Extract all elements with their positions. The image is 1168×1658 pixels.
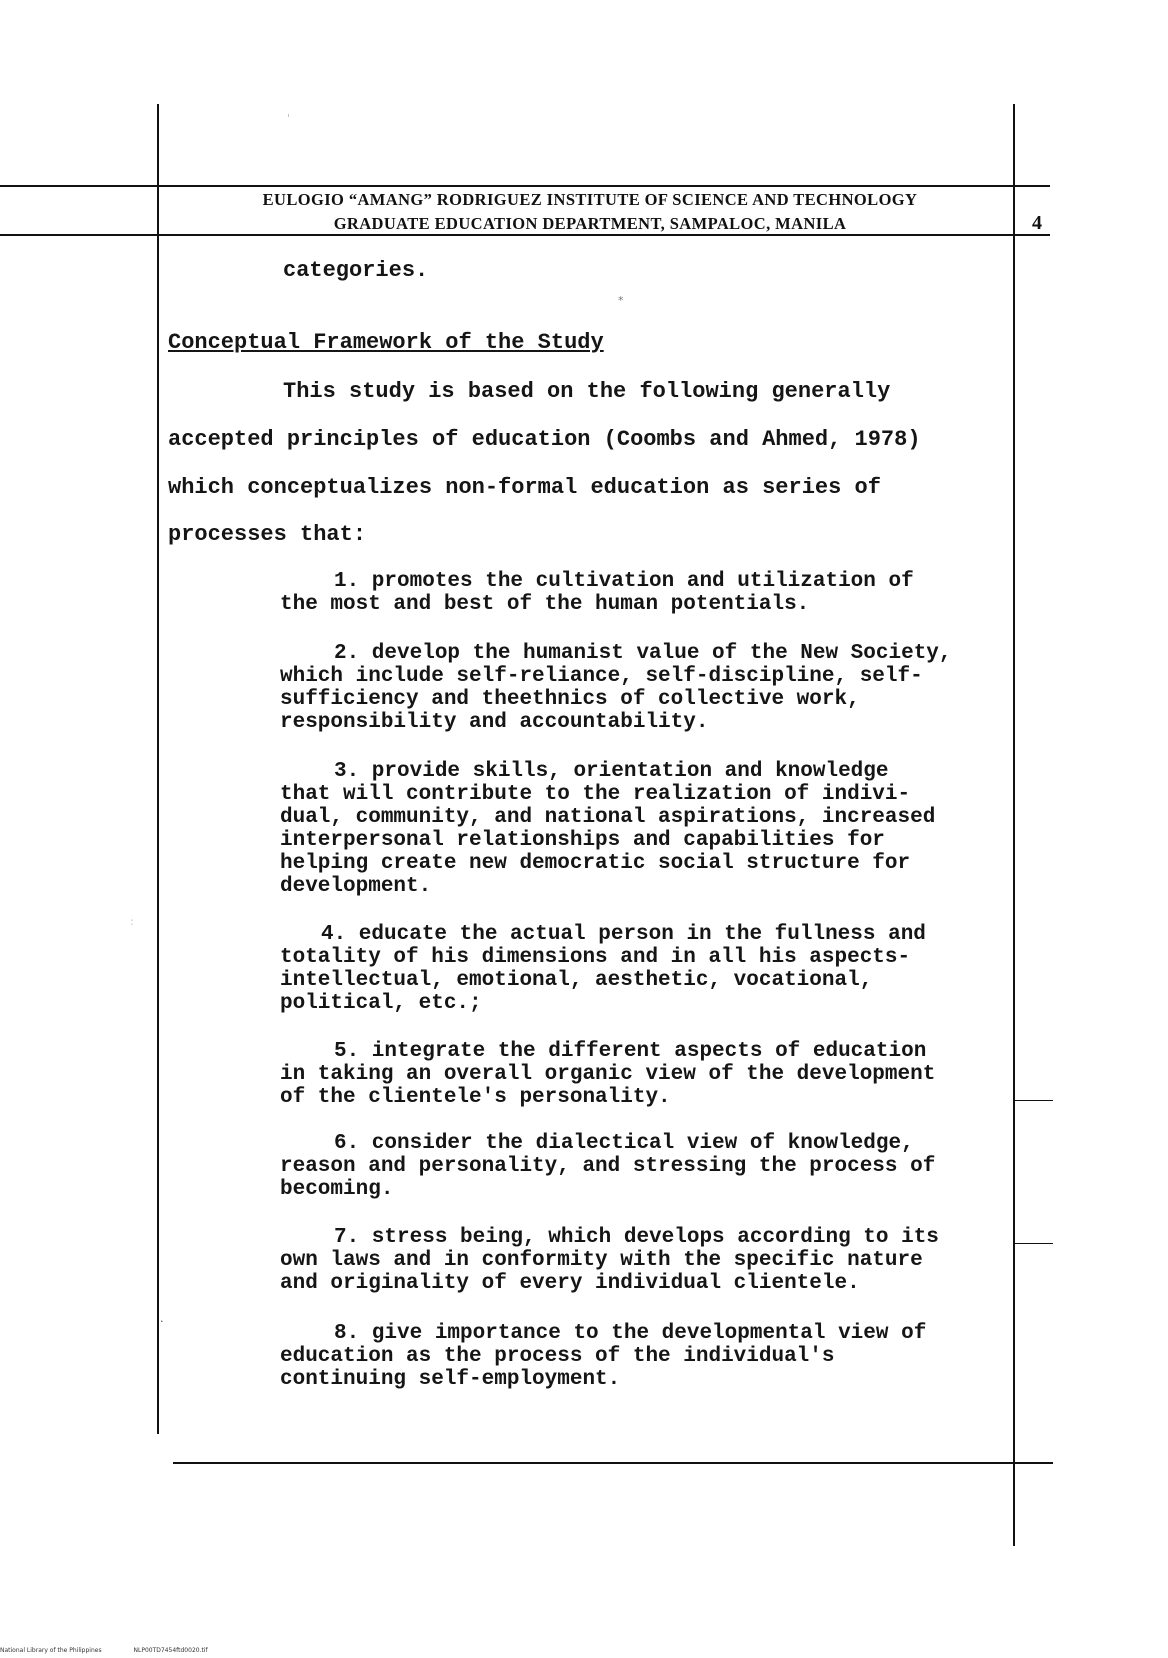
item-line: the most and best of the human potentials.: [280, 593, 810, 616]
item-line: of the clientele's personality.: [280, 1086, 671, 1109]
side-tick-1: [1013, 1100, 1053, 1101]
item-line: in taking an overall organic view of the development: [280, 1063, 936, 1086]
item-line: 7. stress being, which develops according to its: [334, 1226, 939, 1249]
item-line: 8. give importance to the developmental view of: [334, 1322, 927, 1345]
item-line: that will contribute to the realization of indivi-: [280, 783, 911, 806]
item-line: interpersonal relationships and capabilities for: [280, 829, 885, 852]
item-line: helping create new democratic social structure for: [280, 852, 911, 875]
item-line: responsibility and accountability.: [280, 711, 709, 734]
list-item-7: [280, 1226, 939, 1295]
item-line: and originality of every individual clientele.: [280, 1272, 860, 1295]
scan-speck: ': [287, 112, 291, 125]
item-line: which include self-reliance, self-discipline, self-: [280, 665, 923, 688]
item-line: dual, community, and national aspirations, increased: [280, 806, 936, 829]
intro-line-4: processes that:: [168, 522, 367, 547]
left-margin-rule: [157, 104, 159, 1434]
item-line: 1. promotes the cultivation and utilization of: [334, 570, 914, 593]
department-name: GRADUATE EDUCATION DEPARTMENT, SAMPALOC, MANILA: [333, 214, 847, 233]
continuation-word: categories.: [283, 258, 429, 283]
scan-speck: .: [160, 1312, 164, 1325]
scan-filename: NLP00TD7454ftd0020.tif: [133, 1647, 208, 1654]
scan-speck: :: [130, 915, 134, 928]
item-line: intellectual, emotional, aesthetic, vocational,: [280, 969, 873, 992]
scan-footer: [0, 1647, 238, 1654]
section-heading: Conceptual Framework of the Study: [168, 330, 604, 355]
intro-line-1: This study is based on the following generally: [283, 379, 891, 404]
item-line: 4. educate the actual person in the fullness and: [321, 923, 926, 946]
list-item-3: [280, 760, 935, 898]
item-line: education as the process of the individual's: [280, 1345, 835, 1368]
item-line: continuing self-employment.: [280, 1368, 621, 1391]
item-line: 5. integrate the different aspects of education: [334, 1040, 927, 1063]
item-line: 3. provide skills, orientation and knowledge: [334, 760, 889, 783]
item-line: own laws and in conformity with the specific nature: [280, 1249, 923, 1272]
item-line: reason and personality, and stressing the process of: [280, 1155, 936, 1178]
header-top-rule: [0, 185, 1050, 187]
list-item-4: [280, 923, 926, 1015]
list-item-2: [280, 642, 952, 734]
list-item-5: [280, 1040, 935, 1109]
list-item-8: [280, 1322, 926, 1391]
page-number: 4: [1032, 212, 1042, 234]
intro-line-2: accepted principles of education (Coombs and Ahmed, 1978): [168, 427, 921, 452]
item-line: 6. consider the dialectical view of knowledge,: [334, 1132, 914, 1155]
institution-header: [180, 188, 1000, 236]
institution-name: EULOGIO “AMANG” RODRIGUEZ INSTITUTE OF SCIENCE AND TECHNOLOGY: [262, 190, 918, 209]
item-line: sufficiency and theethnics of collective work,: [280, 688, 860, 711]
list-item-1: [280, 570, 914, 616]
right-margin-rule: [1013, 104, 1015, 1546]
scan-speck: *: [618, 294, 624, 307]
intro-line-3: which conceptualizes non-formal education as series of: [168, 475, 881, 500]
item-line: totality of his dimensions and in all his aspects-: [280, 946, 911, 969]
item-line: political, etc.;: [280, 992, 482, 1015]
item-line: development.: [280, 875, 432, 898]
list-item-6: [280, 1132, 935, 1201]
side-tick-2: [1013, 1243, 1053, 1244]
item-line: becoming.: [280, 1178, 394, 1201]
library-credit: National Library of the Philippines: [0, 1647, 102, 1654]
footer-rule: [173, 1462, 1053, 1464]
item-line: 2. develop the humanist value of the New Society,: [334, 642, 952, 665]
